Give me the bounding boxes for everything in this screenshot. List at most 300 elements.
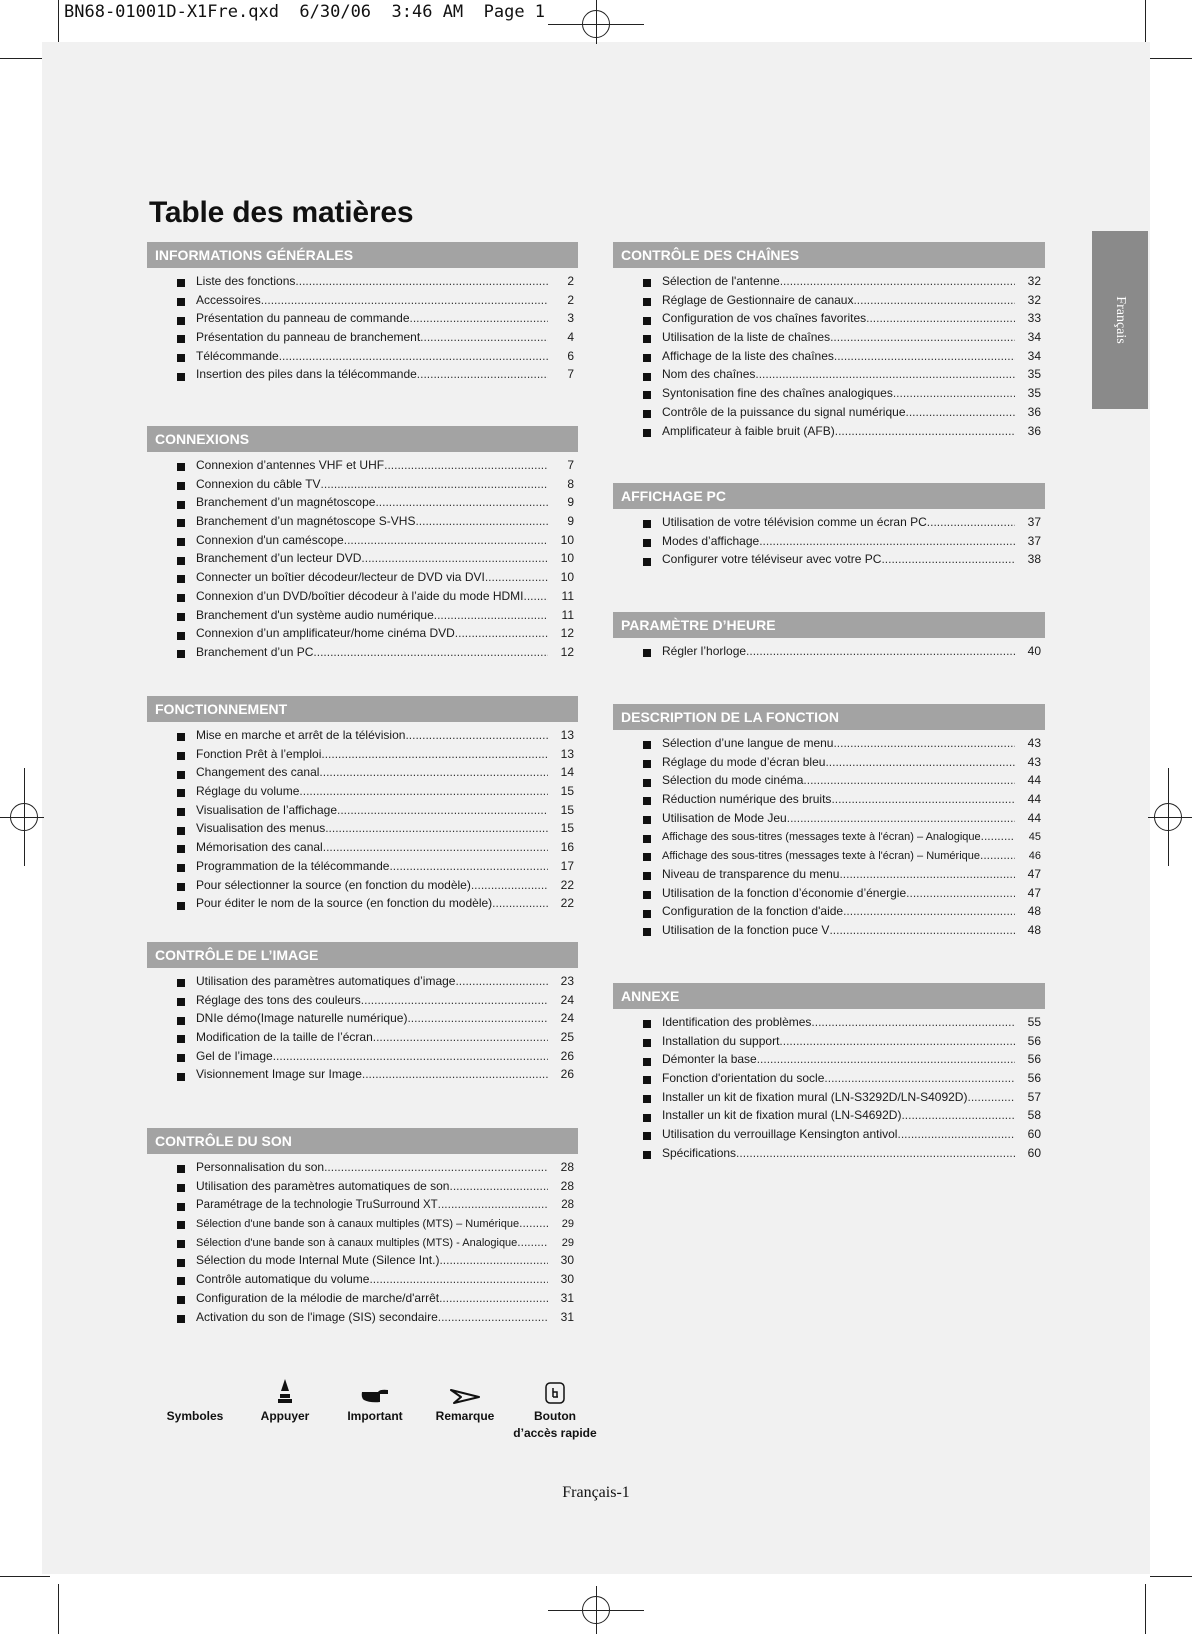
toc-entry-page: 16 bbox=[560, 840, 574, 855]
bullet-square-icon bbox=[177, 1035, 185, 1043]
toc-entry-label: Réglage du mode d’écran bleu bbox=[662, 754, 826, 769]
bullet-square-icon bbox=[643, 558, 651, 566]
bullet-square-icon bbox=[643, 410, 651, 418]
toc-entry[interactable] bbox=[613, 829, 1045, 848]
toc-entry[interactable] bbox=[613, 1034, 1045, 1053]
bullet-square-icon bbox=[643, 760, 651, 768]
toc-entry-page: 36 bbox=[1027, 423, 1041, 438]
toc-entry[interactable] bbox=[147, 458, 578, 477]
toc-entry-page: 40 bbox=[1027, 644, 1041, 658]
toc-entry-page: 7 bbox=[567, 458, 574, 472]
section-controle-image bbox=[147, 942, 578, 1086]
dot-leader bbox=[780, 274, 1015, 288]
bullet-square-icon bbox=[643, 816, 651, 824]
toc-entry[interactable] bbox=[147, 293, 578, 312]
toc-entry-label: Personnalisation du son bbox=[196, 1160, 325, 1174]
bullet-square-icon bbox=[177, 1017, 185, 1025]
toc-entry-page: 23 bbox=[560, 974, 574, 988]
page-title: Table des matières bbox=[149, 196, 414, 229]
bullet-square-icon bbox=[643, 1151, 651, 1159]
crop-mark-top-right-h bbox=[1150, 58, 1192, 59]
bullet-square-icon bbox=[643, 910, 651, 918]
toc-entry-label: Configuration de vos chaînes favorites bbox=[662, 311, 867, 326]
bullet-square-icon bbox=[177, 1315, 185, 1323]
dot-leader bbox=[344, 533, 548, 547]
dot-leader bbox=[439, 1253, 548, 1267]
toc-entry-label: Réduction numérique des bruits bbox=[662, 792, 832, 807]
bullet-square-icon bbox=[177, 733, 185, 741]
toc-entry[interactable] bbox=[147, 608, 578, 627]
toc-entry-page: 44 bbox=[1027, 773, 1041, 788]
toc-entry-label: Modification de la taille de l’écran bbox=[196, 1030, 373, 1045]
dot-leader bbox=[746, 644, 1015, 658]
section-description-fonction bbox=[613, 704, 1045, 942]
toc-entry-page: 32 bbox=[1027, 292, 1041, 307]
section-controle-chaines bbox=[613, 242, 1045, 442]
toc-entry-page: 30 bbox=[560, 1272, 574, 1287]
legend-symbols bbox=[150, 1378, 240, 1425]
toc-entry[interactable] bbox=[147, 1197, 578, 1216]
toc-entry-page: 58 bbox=[1027, 1108, 1041, 1123]
toc-entry[interactable] bbox=[613, 1090, 1045, 1109]
toc-entry-label: Branchement d’un magnétoscope bbox=[196, 495, 376, 510]
toc-entry-label: DNIe démo(Image naturelle numérique) bbox=[196, 1011, 408, 1026]
section-heading: CONTRÔLE DE L’IMAGE bbox=[147, 942, 578, 968]
toc-entry-label: Sélection du mode Internal Mute (Silence Int.) bbox=[196, 1253, 440, 1268]
dot-leader bbox=[455, 626, 548, 640]
toc-entry[interactable] bbox=[147, 878, 578, 897]
toc-entry-label: Changement des canal bbox=[196, 765, 320, 780]
toc-entry-label: Contrôle automatique du volume bbox=[196, 1272, 370, 1287]
toc-entry-page: 11 bbox=[561, 607, 574, 622]
toc-entry[interactable] bbox=[613, 1071, 1045, 1090]
dot-leader bbox=[981, 829, 1015, 843]
toc-entry-page: 7 bbox=[567, 367, 574, 382]
toc-entry[interactable] bbox=[147, 728, 578, 747]
dot-leader bbox=[375, 495, 548, 509]
toc-entry-label: Gel de l’image bbox=[196, 1048, 273, 1063]
dot-leader bbox=[736, 1146, 1015, 1160]
bullet-square-icon bbox=[643, 298, 651, 306]
bullet-square-icon bbox=[177, 902, 185, 910]
crop-mark-bottom-right-h bbox=[1150, 1576, 1192, 1577]
dot-leader bbox=[519, 1216, 548, 1230]
bullet-square-icon bbox=[177, 752, 185, 760]
toc-entry-label: Contrôle de la puissance du signal numérique bbox=[662, 404, 906, 419]
toc-entry[interactable] bbox=[147, 840, 578, 859]
toc-entry[interactable] bbox=[147, 626, 578, 645]
bullet-square-icon bbox=[643, 1076, 651, 1084]
toc-entry[interactable] bbox=[613, 1146, 1045, 1165]
toc-entry[interactable] bbox=[613, 867, 1045, 886]
toc-entry-page: 2 bbox=[567, 274, 574, 288]
press-icon bbox=[240, 1378, 330, 1404]
page-footer: Français-1 bbox=[562, 1484, 630, 1501]
toc-entry-page: 55 bbox=[1027, 1015, 1041, 1029]
toc-entry-page: 31 bbox=[560, 1309, 574, 1324]
bullet-square-icon bbox=[177, 1259, 185, 1267]
toc-entry[interactable] bbox=[613, 293, 1045, 312]
toc-entry[interactable] bbox=[147, 645, 578, 664]
note-arrow-icon bbox=[420, 1378, 510, 1404]
toc-entry[interactable] bbox=[613, 330, 1045, 349]
bullet-square-icon bbox=[177, 979, 185, 987]
toc-entry-page: 8 bbox=[567, 476, 574, 491]
toc-entry[interactable] bbox=[147, 514, 578, 533]
bullet-square-icon bbox=[643, 317, 651, 325]
bullet-square-icon bbox=[177, 789, 185, 797]
bullet-square-icon bbox=[177, 632, 185, 640]
toc-entry-label: Réglage des tons des couleurs bbox=[196, 992, 361, 1007]
dot-leader bbox=[967, 1090, 1015, 1104]
toc-entry[interactable] bbox=[147, 974, 578, 993]
toc-entry[interactable] bbox=[613, 644, 1045, 663]
pointing-hand-icon bbox=[330, 1378, 420, 1404]
toc-entry-label: Spécifications bbox=[662, 1145, 737, 1160]
dot-leader bbox=[321, 477, 548, 491]
toc-entry-label: Présentation du panneau de commande bbox=[196, 311, 410, 326]
toc-entry-page: 26 bbox=[560, 1048, 574, 1063]
toc-entry[interactable] bbox=[613, 1108, 1045, 1127]
toc-entry-page: 12 bbox=[560, 644, 574, 659]
dot-leader bbox=[839, 867, 1015, 881]
toc-entry-page: 3 bbox=[567, 311, 574, 326]
dot-leader bbox=[897, 1127, 1015, 1141]
dot-leader bbox=[831, 792, 1015, 806]
legend-note bbox=[420, 1378, 510, 1425]
toc-entry-label: Installer un kit de fixation mural (LN-S3292D/LN-S4092D) bbox=[662, 1089, 968, 1104]
toc-entry-label: Pour éditer le nom de la source (en fonction du modèle) bbox=[196, 896, 493, 911]
toc-entry[interactable] bbox=[147, 784, 578, 803]
toc-entry-label: Branchement d’un lecteur DVD bbox=[196, 551, 362, 566]
section-parametre-heure bbox=[613, 612, 1045, 663]
toc-entry-label: Branchement d’un magnétoscope S-VHS bbox=[196, 514, 416, 529]
dot-leader bbox=[881, 552, 1015, 566]
dot-leader bbox=[299, 784, 548, 798]
toc-entry[interactable] bbox=[147, 1253, 578, 1272]
toc-entry[interactable] bbox=[147, 477, 578, 496]
toc-entry-page: 34 bbox=[1027, 348, 1041, 363]
bullet-square-icon bbox=[643, 872, 651, 880]
toc-entry-page: 28 bbox=[561, 1199, 574, 1212]
dot-leader bbox=[420, 330, 548, 344]
section-annexe bbox=[613, 983, 1045, 1165]
toc-entry[interactable] bbox=[147, 803, 578, 822]
toc-entry[interactable] bbox=[613, 904, 1045, 923]
toc-entry[interactable] bbox=[147, 896, 578, 915]
toc-entry[interactable] bbox=[613, 1052, 1045, 1071]
toc-entry[interactable] bbox=[613, 1127, 1045, 1146]
toc-entry[interactable] bbox=[613, 773, 1045, 792]
toc-entry[interactable] bbox=[613, 424, 1045, 443]
bullet-square-icon bbox=[177, 279, 185, 287]
toc-entry[interactable] bbox=[147, 1235, 578, 1254]
legend-label: d’accès rapide bbox=[513, 1426, 597, 1440]
toc-entry-label: Sélection d'une bande son à canaux multiples (MTS) - Analogique bbox=[196, 1236, 518, 1249]
toc-entry-label: Insertion des piles dans la télécommande bbox=[196, 367, 417, 382]
section-informations-generales bbox=[147, 242, 578, 386]
dot-leader bbox=[373, 1030, 548, 1044]
bullet-square-icon bbox=[643, 1095, 651, 1103]
crop-mark-bottom-left-v bbox=[58, 1584, 59, 1634]
toc-entry-label: Sélection de l'antenne bbox=[662, 274, 780, 288]
toc-entry-label: Configurer votre téléviseur avec votre PC bbox=[662, 552, 882, 567]
toc-entry-label: Connexion d'un caméscope bbox=[196, 532, 344, 547]
dot-leader bbox=[853, 293, 1015, 307]
bullet-square-icon bbox=[643, 1058, 651, 1066]
toc-entry[interactable] bbox=[613, 367, 1045, 386]
toc-entry-page: 29 bbox=[561, 1218, 574, 1231]
toc-entry[interactable] bbox=[613, 755, 1045, 774]
toc-entry-page: 47 bbox=[1027, 885, 1041, 900]
dot-leader bbox=[279, 349, 548, 363]
toc-entry[interactable] bbox=[147, 1049, 578, 1068]
toc-entry-page: 10 bbox=[560, 551, 574, 566]
dot-leader bbox=[787, 811, 1015, 825]
bullet-square-icon bbox=[177, 298, 185, 306]
dot-leader bbox=[927, 515, 1015, 529]
toc-list bbox=[613, 274, 1045, 442]
toc-entry[interactable] bbox=[613, 405, 1045, 424]
toc-list bbox=[147, 458, 578, 664]
bullet-square-icon bbox=[177, 1277, 185, 1285]
toc-entry-page: 60 bbox=[1027, 1145, 1041, 1160]
toc-entry[interactable] bbox=[147, 1179, 578, 1198]
crop-mark-bottom-right-v bbox=[1145, 1584, 1146, 1634]
toc-entry-page: 43 bbox=[1027, 754, 1041, 769]
bullet-square-icon bbox=[177, 519, 185, 527]
toc-entry[interactable] bbox=[613, 534, 1045, 553]
bullet-square-icon bbox=[643, 741, 651, 749]
bullet-square-icon bbox=[177, 1184, 185, 1192]
section-heading: CONTRÔLE DES CHAÎNES bbox=[613, 242, 1045, 268]
symbol-legend bbox=[150, 1378, 610, 1448]
toc-entry-label: Programmation de la télécommande bbox=[196, 858, 390, 873]
toc-entry-page: 15 bbox=[560, 821, 574, 836]
toc-entry-page: 48 bbox=[1027, 904, 1041, 919]
toc-entry[interactable] bbox=[147, 570, 578, 589]
dot-leader bbox=[834, 349, 1015, 363]
toc-entry-label: Réglage de Gestionnaire de canaux bbox=[662, 292, 854, 307]
toc-entry-label: Identification des problèmes bbox=[662, 1015, 812, 1029]
toc-entry[interactable] bbox=[613, 311, 1045, 330]
dot-leader bbox=[866, 311, 1015, 325]
toc-entry[interactable] bbox=[147, 367, 578, 386]
toc-entry-page: 12 bbox=[560, 626, 574, 641]
toc-entry[interactable] bbox=[613, 886, 1045, 905]
section-heading: CONTRÔLE DU SON bbox=[147, 1128, 578, 1154]
toc-entry[interactable] bbox=[147, 495, 578, 514]
toc-entry[interactable] bbox=[613, 1015, 1045, 1034]
dot-leader bbox=[389, 859, 548, 873]
toc-entry-page: 9 bbox=[567, 495, 574, 510]
bullet-square-icon bbox=[177, 482, 185, 490]
toc-entry-label: Utilisation de la fonction d’économie d’énergie bbox=[662, 885, 907, 900]
toc-entry[interactable] bbox=[613, 736, 1045, 755]
toc-entry[interactable] bbox=[613, 848, 1045, 867]
toc-entry-label: Connexion du câble TV bbox=[196, 476, 321, 491]
toc-entry-label: Syntonisation fine des chaînes analogiques bbox=[662, 386, 893, 401]
dot-leader bbox=[361, 551, 548, 565]
toc-entry-label: Activation du son de l'image (SIS) secondaire bbox=[196, 1309, 438, 1324]
bullet-square-icon bbox=[177, 557, 185, 565]
toc-entry-label: Présentation du panneau de branchement bbox=[196, 330, 421, 345]
dot-leader bbox=[833, 736, 1015, 750]
toc-entry[interactable] bbox=[147, 1030, 578, 1049]
toc-entry-page: 13 bbox=[560, 746, 574, 761]
toc-entry[interactable] bbox=[613, 386, 1045, 405]
toc-entry-label: Visionnement Image sur Image bbox=[196, 1067, 362, 1082]
toc-entry[interactable] bbox=[147, 330, 578, 349]
toc-entry[interactable] bbox=[613, 811, 1045, 830]
toc-entry[interactable] bbox=[147, 274, 578, 293]
dot-leader bbox=[757, 1052, 1015, 1066]
dot-leader bbox=[755, 367, 1015, 381]
toc-entry[interactable] bbox=[147, 1011, 578, 1030]
dot-leader bbox=[843, 904, 1015, 918]
toc-entry-label: Utilisation de Mode Jeu bbox=[662, 810, 787, 825]
toc-entry[interactable] bbox=[613, 515, 1045, 534]
bullet-square-icon bbox=[177, 1203, 185, 1211]
bullet-square-icon bbox=[643, 1132, 651, 1140]
toc-entry-page: 60 bbox=[1027, 1127, 1041, 1142]
toc-entry[interactable] bbox=[613, 792, 1045, 811]
bullet-square-icon bbox=[177, 335, 185, 343]
toc-list bbox=[613, 515, 1045, 571]
toc-entry[interactable] bbox=[147, 1291, 578, 1310]
toc-entry[interactable] bbox=[147, 1160, 578, 1179]
toc-entry-page: 30 bbox=[560, 1253, 574, 1268]
toc-entry-page: 24 bbox=[560, 992, 574, 1007]
toc-entry-label: Utilisation de votre télévision comme un écran PC bbox=[662, 515, 927, 529]
toc-entry[interactable] bbox=[147, 311, 578, 330]
toc-entry[interactable] bbox=[147, 1067, 578, 1086]
dot-leader bbox=[825, 755, 1015, 769]
dot-leader bbox=[324, 1160, 548, 1174]
bullet-square-icon bbox=[643, 835, 651, 843]
dot-leader bbox=[980, 848, 1015, 862]
toc-entry[interactable] bbox=[147, 821, 578, 840]
bullet-square-icon bbox=[177, 594, 185, 602]
toc-entry-page: 13 bbox=[560, 728, 574, 742]
dot-leader bbox=[417, 367, 548, 381]
toc-entry[interactable] bbox=[147, 747, 578, 766]
dot-leader bbox=[485, 570, 548, 584]
toc-entry-page: 43 bbox=[1027, 736, 1041, 750]
toc-entry-label: Utilisation des paramètres automatiques de son bbox=[196, 1178, 450, 1193]
bullet-square-icon bbox=[177, 463, 185, 471]
bullet-square-icon bbox=[177, 998, 185, 1006]
dot-leader bbox=[455, 974, 548, 988]
dot-leader bbox=[438, 1310, 548, 1324]
toc-entry-page: 17 bbox=[560, 858, 574, 873]
section-controle-son bbox=[147, 1128, 578, 1328]
dot-leader bbox=[273, 1049, 548, 1063]
dot-leader bbox=[835, 424, 1015, 438]
toc-entry[interactable] bbox=[147, 993, 578, 1012]
toc-entry-label: Amplificateur à faible bruit (AFB) bbox=[662, 423, 835, 438]
toc-entry-label: Paramétrage de la technologie TruSurround XT bbox=[196, 1199, 438, 1212]
toc-entry-label: Connexion d’antennes VHF et UHF bbox=[196, 458, 385, 472]
toc-entry-page: 47 bbox=[1027, 866, 1041, 881]
dot-leader bbox=[438, 1197, 548, 1211]
toc-entry-page: 35 bbox=[1027, 386, 1041, 401]
dot-leader bbox=[323, 840, 548, 854]
toc-entry-label: Visualisation de l’affichage bbox=[196, 802, 337, 817]
toc-entry[interactable] bbox=[613, 274, 1045, 293]
toc-entry-page: 56 bbox=[1027, 1071, 1041, 1086]
toc-entry[interactable] bbox=[147, 859, 578, 878]
toc-entry-label: Connexion d’un DVD/boîtier décodeur à l’aide du mode HDMI bbox=[196, 588, 524, 603]
dot-leader bbox=[313, 645, 548, 659]
bullet-square-icon bbox=[177, 317, 185, 325]
toc-entry[interactable] bbox=[613, 349, 1045, 368]
dot-leader bbox=[492, 896, 548, 910]
toc-entry[interactable] bbox=[147, 349, 578, 368]
bullet-square-icon bbox=[177, 1240, 185, 1248]
dot-leader bbox=[337, 803, 548, 817]
toc-entry-page: 6 bbox=[567, 348, 574, 363]
bullet-square-icon bbox=[643, 520, 651, 528]
toc-list bbox=[613, 1015, 1045, 1165]
section-heading: DESCRIPTION DE LA FONCTION bbox=[613, 704, 1045, 730]
toc-entry-page: 14 bbox=[560, 765, 574, 780]
toc-entry[interactable] bbox=[147, 1272, 578, 1291]
bullet-square-icon bbox=[177, 771, 185, 779]
language-side-tab-label: Français bbox=[1113, 296, 1128, 344]
bullet-square-icon bbox=[177, 501, 185, 509]
bullet-square-icon bbox=[643, 891, 651, 899]
toc-entry-page: 38 bbox=[1027, 552, 1041, 567]
legend-label: Important bbox=[347, 1409, 403, 1423]
section-heading: FONCTIONNEMENT bbox=[147, 696, 578, 722]
dot-leader bbox=[524, 589, 548, 603]
toc-entry-page: 34 bbox=[1027, 330, 1041, 345]
toc-entry[interactable] bbox=[613, 552, 1045, 571]
toc-entry-page: 36 bbox=[1027, 404, 1041, 419]
toc-entry[interactable] bbox=[147, 551, 578, 570]
bullet-square-icon bbox=[177, 1296, 185, 1304]
one-touch-button-icon bbox=[510, 1378, 600, 1404]
toc-entry-label: Affichage des sous-titres (messages texte à l'écran) – Analogique bbox=[662, 831, 981, 844]
bullet-square-icon bbox=[177, 864, 185, 872]
toc-entry[interactable] bbox=[147, 533, 578, 552]
toc-list bbox=[147, 1160, 578, 1328]
dot-leader bbox=[449, 1179, 548, 1193]
toc-entry-page: 4 bbox=[567, 330, 574, 345]
bullet-square-icon bbox=[177, 575, 185, 583]
toc-entry[interactable] bbox=[147, 1310, 578, 1329]
toc-entry-label: Utilisation de la fonction puce V bbox=[662, 922, 830, 937]
toc-entry-label: Mise en marche et arrêt de la télévision bbox=[196, 728, 406, 742]
dot-leader bbox=[439, 1291, 548, 1305]
toc-entry-page: 29 bbox=[561, 1236, 574, 1249]
toc-entry[interactable] bbox=[613, 923, 1045, 942]
toc-entry[interactable] bbox=[147, 765, 578, 784]
toc-entry-label: Pour sélectionner la source (en fonction du modèle) bbox=[196, 877, 471, 892]
bullet-square-icon bbox=[177, 808, 185, 816]
toc-entry[interactable] bbox=[147, 1216, 578, 1235]
toc-entry-page: 24 bbox=[560, 1011, 574, 1026]
toc-entry[interactable] bbox=[147, 589, 578, 608]
dot-leader bbox=[829, 923, 1015, 937]
bullet-square-icon bbox=[643, 779, 651, 787]
bullet-square-icon bbox=[643, 853, 651, 861]
toc-entry-page: 10 bbox=[560, 532, 574, 547]
toc-entry-page: 45 bbox=[1028, 831, 1041, 844]
bullet-square-icon bbox=[643, 928, 651, 936]
toc-entry-label: Liste des fonctions bbox=[196, 274, 296, 288]
